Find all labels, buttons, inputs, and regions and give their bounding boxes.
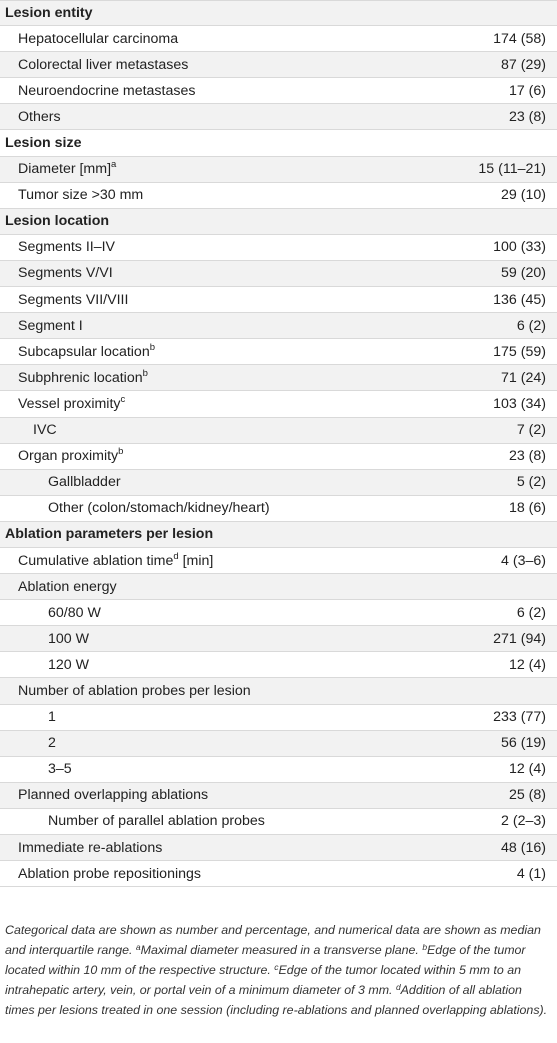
footnote-text: Edge of the tumor located within 10 mm of the respective structure. xyxy=(5,943,526,977)
section-header-row xyxy=(0,130,557,156)
row-label xyxy=(18,783,208,808)
row-label-text: Hepatocellular carcinoma xyxy=(18,30,179,47)
table-row xyxy=(0,235,557,261)
row-value: 59 (20) xyxy=(501,265,546,282)
table-row xyxy=(0,78,557,104)
row-value: 6 (2) xyxy=(516,604,546,621)
row-value: 12 (4) xyxy=(508,656,546,673)
table-row xyxy=(0,757,557,783)
section-header-row xyxy=(0,0,557,26)
row-label-unit: [min] xyxy=(178,552,214,569)
row-label xyxy=(18,261,113,286)
table-row xyxy=(0,365,557,391)
row-label-text: Other (colon/stomach/kidney/heart) xyxy=(48,500,270,517)
row-value: 12 (4) xyxy=(508,761,546,778)
table-row xyxy=(0,339,557,365)
row-label-text: Immediate re-ablations xyxy=(18,839,163,856)
row-label-text: Ablation energy xyxy=(18,578,117,595)
row-label-text: Gallbladder xyxy=(48,474,121,491)
row-label xyxy=(18,574,117,599)
table-row xyxy=(0,652,557,678)
row-label-text: Lesion entity xyxy=(5,5,93,22)
row-label-text: Subcapsular location xyxy=(18,343,150,360)
row-label xyxy=(48,705,56,730)
table-row xyxy=(0,574,557,600)
table-row xyxy=(0,705,557,731)
row-label-text: Segments II–IV xyxy=(18,239,115,256)
section-header-row xyxy=(0,522,557,548)
row-value: 175 (59) xyxy=(493,343,546,360)
row-value: 7 (2) xyxy=(516,422,546,439)
row-label-text: Tumor size >30 mm xyxy=(18,187,144,204)
row-label-text: IVC xyxy=(33,422,57,439)
table-row xyxy=(0,731,557,757)
table-row xyxy=(0,52,557,78)
row-value: 6 (2) xyxy=(516,317,546,334)
row-label-text: Segments V/VI xyxy=(18,265,113,282)
footnote-intro: Categorical data are shown as number and percentage, and numerical data are shown as median and interquartile range. xyxy=(5,923,541,957)
table-row xyxy=(0,600,557,626)
row-value: 23 (8) xyxy=(508,108,546,125)
row-value: 25 (8) xyxy=(508,787,546,804)
table-row xyxy=(0,861,557,887)
footnote-mark: c xyxy=(274,962,279,972)
row-label xyxy=(48,496,270,521)
row-label-text: 1 xyxy=(48,709,56,726)
row-value: 18 (6) xyxy=(508,500,546,517)
row-label: Organ proximity $^b$ xyxy=(18,446,124,465)
row-label-text: Planned overlapping ablations xyxy=(18,787,209,804)
table-row xyxy=(0,26,557,52)
row-label xyxy=(18,235,115,260)
row-value: 271 (94) xyxy=(493,630,546,647)
row-label-text: 120 W xyxy=(48,656,90,673)
table-row xyxy=(0,496,557,522)
section-title xyxy=(5,130,81,155)
row-label-text: Colorectal liver metastases xyxy=(18,56,189,73)
footnote-text: Maximal diameter measured in a transverse plane. xyxy=(140,943,419,957)
row-label-text: Number of parallel ablation probes xyxy=(48,813,265,830)
row-label xyxy=(18,26,178,51)
table-row xyxy=(0,548,557,574)
row-label-text: Ablation probe repositionings xyxy=(18,865,201,882)
row-label-text: Segment I xyxy=(18,317,83,334)
row-label xyxy=(18,835,162,860)
table-row xyxy=(0,418,557,444)
row-value: 174 (58) xyxy=(493,30,546,47)
row-value: 100 (33) xyxy=(493,239,546,256)
row-value: 4 (1) xyxy=(516,865,546,882)
row-label: Vessel proximity $^c$ xyxy=(18,393,126,412)
row-label xyxy=(18,104,61,129)
footnote-note-a xyxy=(136,943,419,957)
section-title xyxy=(5,522,213,547)
table-row xyxy=(0,261,557,287)
row-label xyxy=(48,600,101,625)
row-label-text: Subphrenic location xyxy=(18,369,143,386)
row-label xyxy=(18,678,251,703)
row-label-text: Ablation parameters per lesion xyxy=(5,526,214,543)
row-value: 71 (24) xyxy=(501,369,546,386)
row-label-text: Segments VII/VIII xyxy=(18,291,129,308)
row-value: 15 (11–21) xyxy=(478,161,546,178)
row-label-text: Number of ablation probes per lesion xyxy=(18,682,251,699)
row-value: 233 (77) xyxy=(493,709,546,726)
row-label: Subphrenic location $^b$ xyxy=(18,367,148,386)
row-value: 4 (3–6) xyxy=(501,552,546,569)
row-label-text: Neuroendocrine metastases xyxy=(18,82,196,99)
section-header-row xyxy=(0,209,557,235)
row-label-text: Lesion location xyxy=(5,213,110,230)
row-label xyxy=(18,861,201,886)
row-label: Subcapsular location $^b$ xyxy=(18,341,156,360)
footnote-mark: b xyxy=(422,942,428,952)
table-row xyxy=(0,626,557,652)
row-label xyxy=(18,78,195,103)
footnote-mark: d xyxy=(395,982,401,992)
row-label-text: Lesion size xyxy=(5,135,82,152)
row-label: Cumulative ablation time $^d$ [min] xyxy=(18,550,214,569)
row-label: Diameter [mm] $^a$ xyxy=(18,159,117,178)
row-label-text: Diameter [mm] xyxy=(18,161,112,178)
table-row xyxy=(0,783,557,809)
section-title xyxy=(5,1,93,25)
row-label xyxy=(48,809,265,834)
row-label xyxy=(48,757,72,782)
table-row xyxy=(0,157,557,183)
table-footnote xyxy=(5,920,553,1020)
row-label xyxy=(18,52,188,77)
row-label xyxy=(48,652,89,677)
row-label xyxy=(48,626,89,651)
row-label xyxy=(48,731,56,756)
row-value: 136 (45) xyxy=(493,291,546,308)
row-label xyxy=(18,287,128,312)
row-label-text: Vessel proximity xyxy=(18,395,121,412)
row-value: 2 (2–3) xyxy=(501,813,546,830)
row-label-text: 3–5 xyxy=(48,761,72,778)
row-label-text: 60/80 W xyxy=(48,604,101,621)
table-row xyxy=(0,104,557,130)
row-label xyxy=(48,470,121,495)
row-value: 56 (19) xyxy=(501,735,546,752)
row-label xyxy=(18,183,143,208)
row-label-text: Organ proximity xyxy=(18,448,119,465)
row-label-text: Cumulative ablation time xyxy=(18,552,174,569)
table-row xyxy=(0,678,557,704)
row-label-text: Others xyxy=(18,108,61,125)
table-row xyxy=(0,183,557,209)
table-row xyxy=(0,287,557,313)
section-title xyxy=(5,209,109,234)
row-label-text: 2 xyxy=(48,735,56,752)
footnote-text: Addition of all ablation times per lesions treated in one session (including re-ablations and planned overlapping ablations). xyxy=(5,983,548,1017)
table-row xyxy=(0,835,557,861)
row-value: 48 (16) xyxy=(501,839,546,856)
footnote-text: Edge of the tumor located within 5 mm to an intrahepatic artery, vein, or portal vein of a minimum diameter of 3 mm. xyxy=(5,963,521,997)
row-label xyxy=(33,418,57,443)
table-row xyxy=(0,470,557,496)
table-row xyxy=(0,313,557,339)
footnote-mark: a xyxy=(135,942,141,952)
table-row xyxy=(0,809,557,835)
row-label xyxy=(18,313,83,338)
row-value: 103 (34) xyxy=(493,395,546,412)
table-row xyxy=(0,444,557,470)
row-value: 5 (2) xyxy=(516,474,546,491)
row-value: 29 (10) xyxy=(501,187,546,204)
row-value: 23 (8) xyxy=(508,448,546,465)
table-row xyxy=(0,391,557,417)
row-label-text: 100 W xyxy=(48,630,90,647)
row-value: 17 (6) xyxy=(508,82,546,99)
row-value: 87 (29) xyxy=(501,56,546,73)
